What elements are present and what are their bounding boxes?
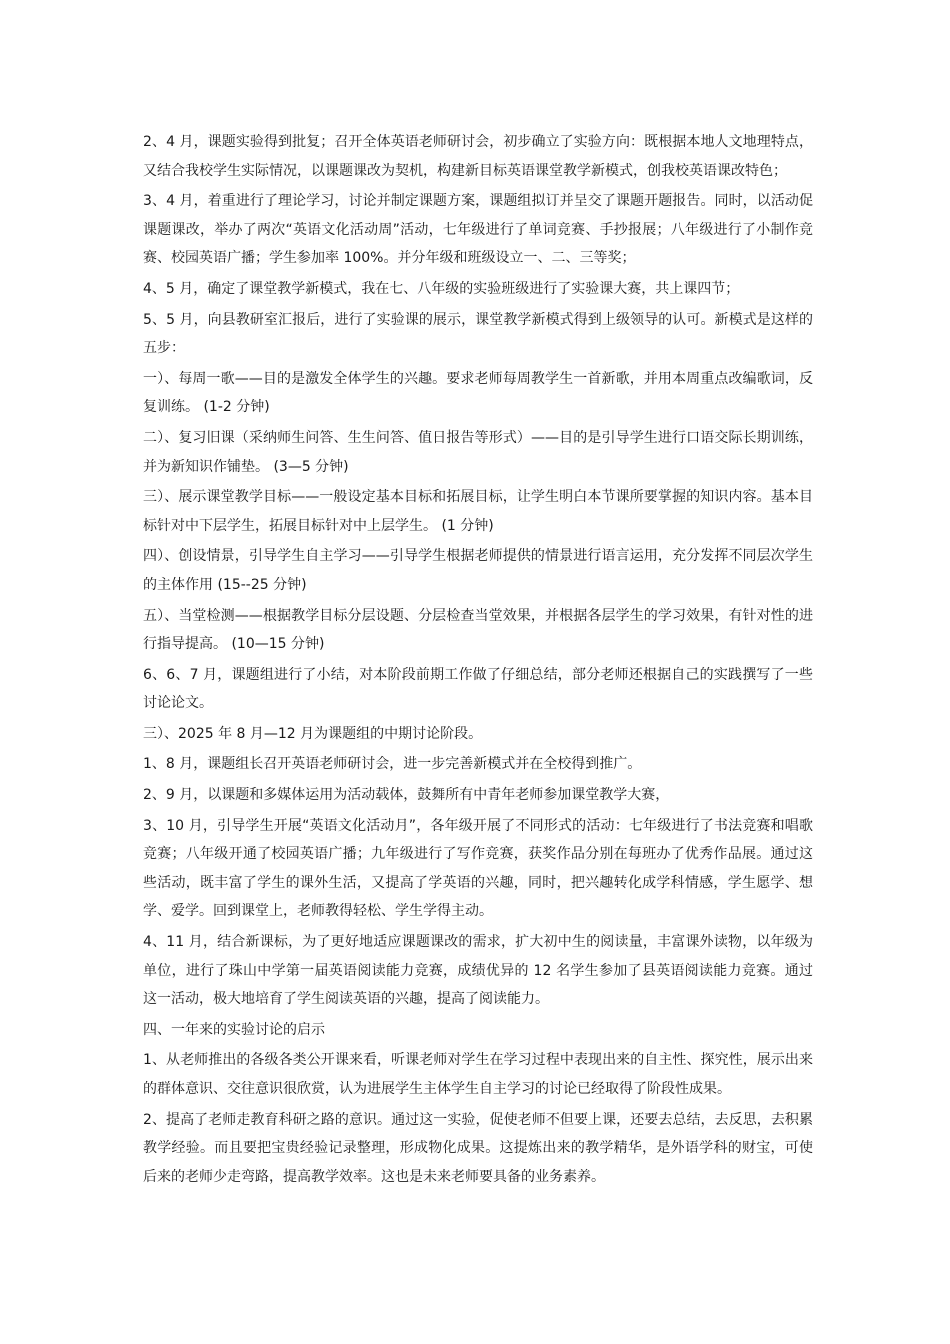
paragraph-step-5: 五）、当堂检测——根据教学目标分层设题、分层检查当堂效果，并根据各层学生的学习效果，有针对性的进行指导提高。 (10—15 分钟): [143, 607, 813, 653]
paragraph-nov: 4、11 月，结合新课标，为了更好地适应课题课改的需求，扩大初中生的阅读量，丰富课外读物，以年级为单位，进行了珠山中学第一届英语阅读能力竞赛，成绩优异的 12 名学生参加了县英语阅读能力竞赛。通过这一活动，极大地培育了学生阅读英语的兴趣，提高了阅读能力。: [143, 934, 813, 1008]
paragraph-apr-theory-study: 3、4 月，着重进行了理论学习，讨论并制定课题方案，课题组拟订并呈交了课题开题报告。同时，以活动促课题课改，举办了两次“英语文化活动周”活动，七年级进行了单词竞赛、手抄报展；八年级进行了小制作竞赛、校园英语广播；学生参加率 100%。并分年级和班级设立一、二、三等奖；: [143, 193, 813, 267]
paragraph-jun-jul-summary: 6、6、7 月，课题组进行了小结，对本阶段前期工作做了仔细总结，部分老师还根据自己的实践撰写了一些讨论论文。: [143, 666, 813, 712]
paragraph-step-2: 二）、复习旧课（采纳师生问答、生生问答、值日报告等形式）——目的是引导学生进行口语交际长期训练，并为新知识作铺垫。 (3—5 分钟): [143, 429, 813, 475]
section-heading-insights: 四、一年来的实验讨论的启示: [143, 1021, 325, 1038]
paragraph-insight-1: 1、从老师推出的各级各类公开课来看，听课老师对学生在学习过程中表现出来的自主性、探究性，展示出来的群体意识、交往意识很欣赏，认为进展学生主体学生自主学习的讨论已经取得了阶段性成果。: [143, 1052, 813, 1097]
paragraph-aug: 1、8 月，课题组长召开英语老师研讨会，进一步完善新模式并在全校得到推广。: [143, 756, 642, 773]
paragraph-may-report: 5、5 月，向县教研室汇报后，进行了实验课的展示，课堂教学新模式得到上级领导的认可。新模式是这样的五步：: [143, 311, 813, 357]
paragraph-apr-approval: 2、4 月，课题实验得到批复；召开全体英语老师研讨会，初步确立了实验方向：既根据本地人文地理特点，又结合我校学生实际情况，以课题课改为契机，构建新目标英语课堂教学新模式，创我校英语课改特色；: [143, 134, 813, 179]
section-heading-mid-stage: 三）、2025 年 8 月—12 月为课题组的中期讨论阶段。: [143, 725, 483, 742]
paragraph-oct: 3、10 月，引导学生开展“英语文化活动月”，各年级开展了不同形式的活动：七年级进行了书法竞赛和唱歌竞赛；八年级开通了校园英语广播；九年级进行了写作竞赛，获奖作品分别在每班办了优秀作品展。通过这些活动，既丰富了学生的课外生活，又提高了学英语的兴趣，同时，把兴趣转化成学科情感，学生愿学、想学、爱学。回到课堂上，老师教得轻松、学生学得主动。: [143, 817, 813, 920]
paragraph-sep: 2、9 月，以课题和多媒体运用为活动载体，鼓舞所有中青年老师参加课堂教学大赛，: [143, 787, 670, 804]
document-body: [143, 128, 813, 1193]
paragraph-step-3: 三）、展示课堂教学目标——一般设定基本目标和拓展目标，让学生明白本节课所要掌握的知识内容。基本目标针对中下层学生，拓展目标针对中上层学生。 (1 分钟): [143, 489, 813, 534]
paragraph-insight-2: 2、提高了老师走教育科研之路的意识。通过这一实验，促使老师不但要上课，还要去总结，去反思，去积累教学经验。而且要把宝贵经验记录整理，形成物化成果。这提炼出来的教学精华，是外语学科的财宝，可使后来的老师少走弯路，提高教学效率。这也是未来老师要具备的业务素养。: [143, 1111, 813, 1185]
paragraph-may-new-mode: 4、5 月，确定了课堂教学新模式，我在七、八年级的实验班级进行了实验课大赛，共上课四节；: [143, 280, 740, 297]
paragraph-step-1: 一）、每周一歌——目的是激发全体学生的兴趣。要求老师每周教学生一首新歌，并用本周重点改编歌词，反复训练。 (1-2 分钟): [143, 370, 813, 416]
paragraph-step-4: 四）、创设情景，引导学生自主学习——引导学生根据老师提供的情景进行语言运用，充分发挥不同层次学生的主体作用 (15--25 分钟): [143, 548, 813, 593]
